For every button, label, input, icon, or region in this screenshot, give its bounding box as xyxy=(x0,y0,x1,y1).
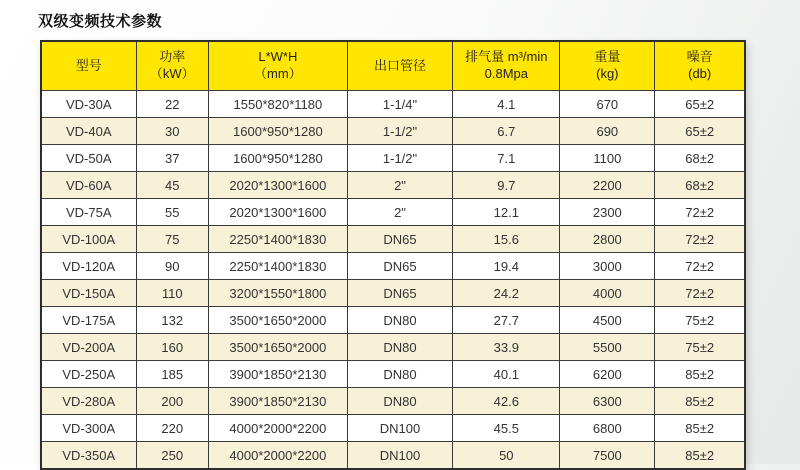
table-cell: 85±2 xyxy=(655,442,745,470)
table-row xyxy=(41,388,745,415)
table-cell: 7500 xyxy=(560,442,655,470)
table-cell: 4000*2000*2200 xyxy=(209,442,348,470)
col-header-label: 排气量 m³/min xyxy=(465,49,548,65)
table-header xyxy=(41,41,745,91)
col-header-dimensions xyxy=(209,41,348,91)
table-cell: 6.7 xyxy=(453,118,560,145)
table-cell: 200 xyxy=(136,388,209,415)
table-row xyxy=(41,307,745,334)
table-cell: 24.2 xyxy=(453,280,560,307)
table-cell: DN80 xyxy=(347,388,453,415)
table-cell: VD-350A xyxy=(41,442,136,470)
table-cell: VD-150A xyxy=(41,280,136,307)
table-cell: 4500 xyxy=(560,307,655,334)
col-header-label: （mm） xyxy=(254,66,302,81)
table-cell: 2" xyxy=(347,199,453,226)
table-cell: DN80 xyxy=(347,361,453,388)
table-cell: 2020*1300*1600 xyxy=(209,172,348,199)
table-cell: 250 xyxy=(136,442,209,470)
col-header-label: 重量 xyxy=(594,49,621,65)
col-header-label: 噪音 xyxy=(686,49,713,65)
table-cell: 75 xyxy=(136,226,209,253)
table-row xyxy=(41,91,745,118)
col-header-model xyxy=(41,41,136,91)
spec-table xyxy=(40,40,746,470)
table-cell: 37 xyxy=(136,145,209,172)
table-cell: VD-300A xyxy=(41,415,136,442)
header-row xyxy=(41,41,745,91)
table-cell: 85±2 xyxy=(655,415,745,442)
table-cell: 160 xyxy=(136,334,209,361)
table-cell: DN65 xyxy=(347,253,453,280)
table-cell: DN100 xyxy=(347,442,453,470)
table-cell: 3500*1650*2000 xyxy=(209,307,348,334)
table-body xyxy=(41,91,745,470)
col-header-air-delivery xyxy=(453,41,560,91)
table-cell: 42.6 xyxy=(453,388,560,415)
table-cell: 3000 xyxy=(560,253,655,280)
table-cell: 45 xyxy=(136,172,209,199)
table-cell: VD-50A xyxy=(41,145,136,172)
table-cell: VD-175A xyxy=(41,307,136,334)
table-cell: 68±2 xyxy=(655,172,745,199)
col-header-label: (kg) xyxy=(596,66,619,81)
table-cell: 2020*1300*1600 xyxy=(209,199,348,226)
table-cell: 45.5 xyxy=(453,415,560,442)
table-cell: 1-1/2" xyxy=(347,118,453,145)
table-cell: 65±2 xyxy=(655,118,745,145)
table-cell: DN65 xyxy=(347,226,453,253)
table-cell: 2250*1400*1830 xyxy=(209,226,348,253)
table-row xyxy=(41,442,745,470)
table-cell: 4000*2000*2200 xyxy=(209,415,348,442)
table-row xyxy=(41,226,745,253)
table-cell: 220 xyxy=(136,415,209,442)
col-header-label: 出口管径 xyxy=(374,57,427,73)
col-header-label: （kW） xyxy=(149,66,195,81)
table-cell: 75±2 xyxy=(655,307,745,334)
page-title: 双级变频技术参数 xyxy=(38,13,163,30)
col-header-power xyxy=(136,41,209,91)
table-cell: 85±2 xyxy=(655,388,745,415)
table-cell: VD-75A xyxy=(41,199,136,226)
col-header-outlet-diameter xyxy=(347,41,453,91)
table-cell: 5500 xyxy=(560,334,655,361)
table-row xyxy=(41,199,745,226)
table-cell: 33.9 xyxy=(453,334,560,361)
table-cell: 72±2 xyxy=(655,199,745,226)
table-cell: 3200*1550*1800 xyxy=(209,280,348,307)
table-cell: 2" xyxy=(347,172,453,199)
table-row xyxy=(41,334,745,361)
table-cell: 1-1/2" xyxy=(347,145,453,172)
table-cell: 90 xyxy=(136,253,209,280)
table-cell: 72±2 xyxy=(655,253,745,280)
table-row xyxy=(41,253,745,280)
table-row xyxy=(41,361,745,388)
table-cell: 6200 xyxy=(560,361,655,388)
col-header-label: 型号 xyxy=(75,57,102,73)
table-cell: 12.1 xyxy=(453,199,560,226)
table-cell: DN65 xyxy=(347,280,453,307)
table-cell: 65±2 xyxy=(655,91,745,118)
table-cell: 4.1 xyxy=(453,91,560,118)
table-cell: 2250*1400*1830 xyxy=(209,253,348,280)
table-cell: 30 xyxy=(136,118,209,145)
table-cell: DN80 xyxy=(347,334,453,361)
table-cell: 132 xyxy=(136,307,209,334)
table-cell: 27.7 xyxy=(453,307,560,334)
col-header-label: 功率 xyxy=(159,49,186,65)
table-cell: 75±2 xyxy=(655,334,745,361)
table-cell: 2800 xyxy=(560,226,655,253)
table-row xyxy=(41,415,745,442)
col-header-label: L*W*H xyxy=(258,49,298,65)
table-cell: 6800 xyxy=(560,415,655,442)
table-cell: 2200 xyxy=(560,172,655,199)
table-cell: 9.7 xyxy=(453,172,560,199)
table-cell: 22 xyxy=(136,91,209,118)
table-cell: 85±2 xyxy=(655,361,745,388)
table-row xyxy=(41,280,745,307)
table-cell: DN80 xyxy=(347,307,453,334)
table-cell: 4000 xyxy=(560,280,655,307)
col-header-weight xyxy=(560,41,655,91)
table-cell: VD-30A xyxy=(41,91,136,118)
table-row xyxy=(41,145,745,172)
table-cell: 19.4 xyxy=(453,253,560,280)
table-cell: 68±2 xyxy=(655,145,745,172)
table-cell: 1600*950*1280 xyxy=(209,145,348,172)
table-cell: 670 xyxy=(560,91,655,118)
table-cell: 3900*1850*2130 xyxy=(209,388,348,415)
table-cell: VD-200A xyxy=(41,334,136,361)
table-cell: 50 xyxy=(453,442,560,470)
table-cell: 1550*820*1180 xyxy=(209,91,348,118)
table-cell: 2300 xyxy=(560,199,655,226)
table-cell: VD-280A xyxy=(41,388,136,415)
table-cell: 185 xyxy=(136,361,209,388)
table-cell: VD-40A xyxy=(41,118,136,145)
table-cell: 3500*1650*2000 xyxy=(209,334,348,361)
col-header-noise xyxy=(655,41,745,91)
table-cell: 15.6 xyxy=(453,226,560,253)
table-cell: 1-1/4" xyxy=(347,91,453,118)
table-cell: 1600*950*1280 xyxy=(209,118,348,145)
table-cell: VD-250A xyxy=(41,361,136,388)
table-row xyxy=(41,118,745,145)
col-header-label: (db) xyxy=(688,66,712,81)
table-cell: 690 xyxy=(560,118,655,145)
table-cell: VD-60A xyxy=(41,172,136,199)
table-cell: VD-100A xyxy=(41,226,136,253)
table-cell: 6300 xyxy=(560,388,655,415)
table-row xyxy=(41,172,745,199)
table-cell: 40.1 xyxy=(453,361,560,388)
table-cell: VD-120A xyxy=(41,253,136,280)
table-cell: 1100 xyxy=(560,145,655,172)
table-cell: 55 xyxy=(136,199,209,226)
table-cell: 72±2 xyxy=(655,280,745,307)
table-cell: 72±2 xyxy=(655,226,745,253)
table-cell: 3900*1850*2130 xyxy=(209,361,348,388)
table-cell: DN100 xyxy=(347,415,453,442)
col-header-label: 0.8Mpa xyxy=(484,66,528,81)
table-cell: 7.1 xyxy=(453,145,560,172)
table-cell: 110 xyxy=(136,280,209,307)
